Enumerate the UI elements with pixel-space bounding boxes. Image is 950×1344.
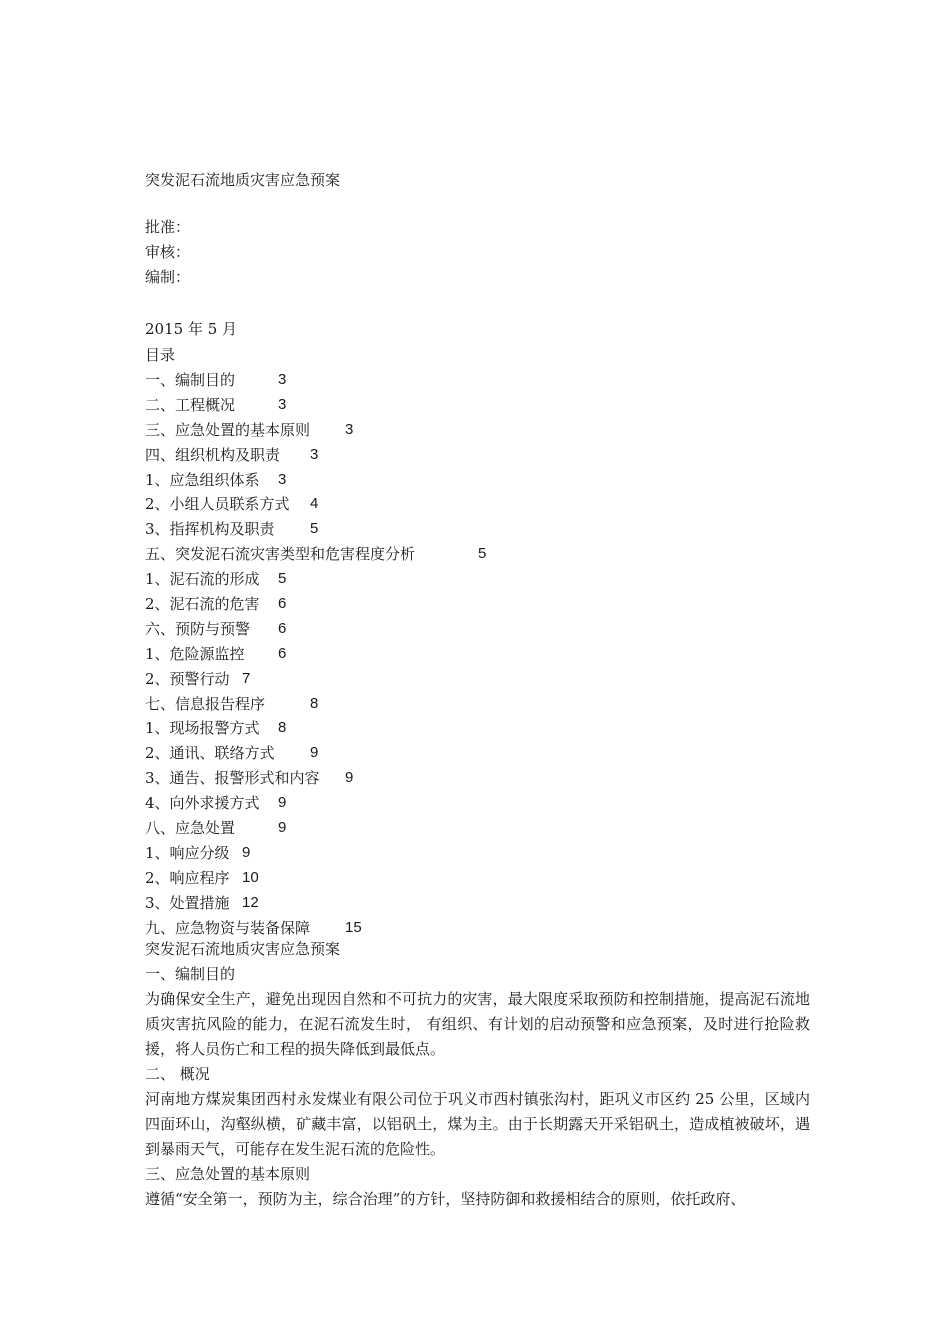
toc-entry-page: 9 — [310, 744, 319, 762]
section-1-text: 为确保安全生产，避免出现因自然和不可抗力的灾害，最大限度采取预防和控制措施，提高泥石流地质灾害抗风险的能力，在泥石流发生时， 有组织、有计划的启动预警和应急预案，及时进行抢险救援，将人员伤亡和工程的损失降低到最低点。 — [145, 989, 810, 1058]
toc-entry-label: 三、应急处置的基本原则 — [145, 420, 311, 439]
toc-entry — [145, 791, 845, 816]
toc-entry — [145, 642, 845, 667]
toc-entry — [145, 692, 845, 717]
toc-entry — [145, 542, 845, 567]
toc-entry-page: 6 — [278, 644, 287, 662]
toc-entry — [145, 492, 845, 517]
toc-entry — [145, 866, 845, 891]
toc-entry — [145, 841, 845, 866]
toc-list — [145, 368, 845, 940]
toc-entry-page: 12 — [242, 893, 259, 911]
toc-entry-page: 7 — [242, 669, 251, 687]
document-body — [145, 937, 810, 1212]
toc-entry-label: 2、小组人员联系方式 — [145, 495, 290, 514]
section-3-heading: 三、应急处置的基本原则 — [145, 1164, 311, 1183]
toc-entry-page: 9 — [278, 794, 287, 812]
toc-entry-page: 9 — [345, 769, 354, 787]
toc-entry-page: 5 — [310, 520, 319, 538]
toc-entry-page: 6 — [278, 595, 287, 613]
toc-entry-label: 八、应急处置 — [145, 819, 236, 838]
toc-entry-page: 3 — [310, 445, 319, 463]
toc-entry — [145, 766, 845, 791]
toc-entry-label: 2、通讯、联络方式 — [145, 744, 275, 763]
toc-entry — [145, 517, 845, 542]
table-of-contents — [145, 343, 845, 940]
toc-entry-page: 9 — [278, 819, 287, 837]
toc-entry-page: 3 — [278, 470, 287, 488]
toc-entry-page: 3 — [278, 395, 287, 413]
toc-entry-label: 2、预警行动 — [145, 669, 230, 688]
toc-entry-label: 3、通告、报警形式和内容 — [145, 769, 320, 788]
review-label: 审核： — [145, 243, 191, 261]
toc-entry — [145, 592, 845, 617]
toc-entry — [145, 816, 845, 841]
toc-entry-page: 8 — [278, 719, 287, 737]
toc-entry-label: 一、编制目的 — [145, 371, 236, 389]
toc-entry-label: 二、工程概况 — [145, 395, 236, 414]
section-1-heading: 一、编制目的 — [145, 964, 236, 983]
toc-entry-label: 七、信息报告程序 — [145, 694, 266, 713]
toc-entry-page: 9 — [242, 843, 251, 861]
toc-entry-label: 1、应急组织体系 — [145, 470, 260, 489]
toc-entry — [145, 567, 845, 592]
document-date: 2015 年 5 月 — [145, 320, 238, 338]
toc-entry-page: 3 — [278, 371, 287, 388]
toc-entry — [145, 741, 845, 766]
toc-entry-label: 2、响应程序 — [145, 868, 230, 887]
toc-heading: 目录 — [145, 346, 176, 364]
toc-entry-page: 15 — [345, 918, 362, 936]
section-2-text: 河南地方煤炭集团西村永发煤业有限公司位于巩义市西村镇张沟村，距巩义市区约 25 公里，区域内四面环山，沟壑纵横，矿藏丰富，以铝矾土，煤为主。由于长期露天开采铝矾土，造成植被破坏，遇到暴雨天气，可能存在发生泥石流的危险性。 — [145, 1089, 810, 1158]
toc-entry-page: 5 — [478, 545, 487, 563]
approve-label: 批准： — [145, 218, 191, 236]
toc-entry — [145, 368, 845, 393]
body-title: 突发泥石流地质灾害应急预案 — [145, 940, 341, 958]
section-3-text: 遵循“安全第一，预防为主，综合治理”的方针，坚持防御和救援相结合的原则，依托政府、 — [145, 1189, 746, 1208]
toc-entry-label: 1、泥石流的形成 — [145, 570, 260, 589]
toc-entry-label: 3、指挥机构及职责 — [145, 520, 275, 539]
toc-entry — [145, 891, 845, 916]
toc-entry-label: 2、泥石流的危害 — [145, 595, 260, 614]
toc-entry — [145, 617, 845, 642]
toc-entry-page: 6 — [278, 619, 287, 637]
toc-entry — [145, 716, 845, 741]
toc-entry-label: 4、向外求援方式 — [145, 794, 260, 813]
toc-entry-label: 四、组织机构及职责 — [145, 445, 281, 464]
document-title: 突发泥石流地质灾害应急预案 — [145, 171, 341, 189]
compile-label: 编制： — [145, 268, 191, 286]
toc-entry — [145, 418, 845, 443]
toc-entry-page: 10 — [242, 868, 259, 886]
section-2-heading: 二、 概况 — [145, 1064, 210, 1083]
toc-entry-label: 3、处置措施 — [145, 893, 230, 912]
toc-entry-page: 8 — [310, 694, 319, 712]
toc-entry-label: 1、响应分级 — [145, 843, 230, 862]
toc-entry-page: 5 — [278, 570, 287, 588]
toc-entry-label: 1、现场报警方式 — [145, 719, 260, 738]
toc-entry-label: 九、应急物资与装备保障 — [145, 918, 311, 937]
toc-entry-label: 六、预防与预警 — [145, 619, 251, 638]
toc-entry-page: 3 — [345, 420, 354, 438]
toc-entry — [145, 393, 845, 418]
toc-entry-label: 1、危险源监控 — [145, 644, 245, 663]
toc-entry-page: 4 — [310, 495, 319, 513]
toc-entry — [145, 667, 845, 692]
toc-entry — [145, 443, 845, 468]
toc-entry-label: 五、突发泥石流灾害类型和危害程度分析 — [145, 545, 416, 564]
toc-entry — [145, 468, 845, 493]
